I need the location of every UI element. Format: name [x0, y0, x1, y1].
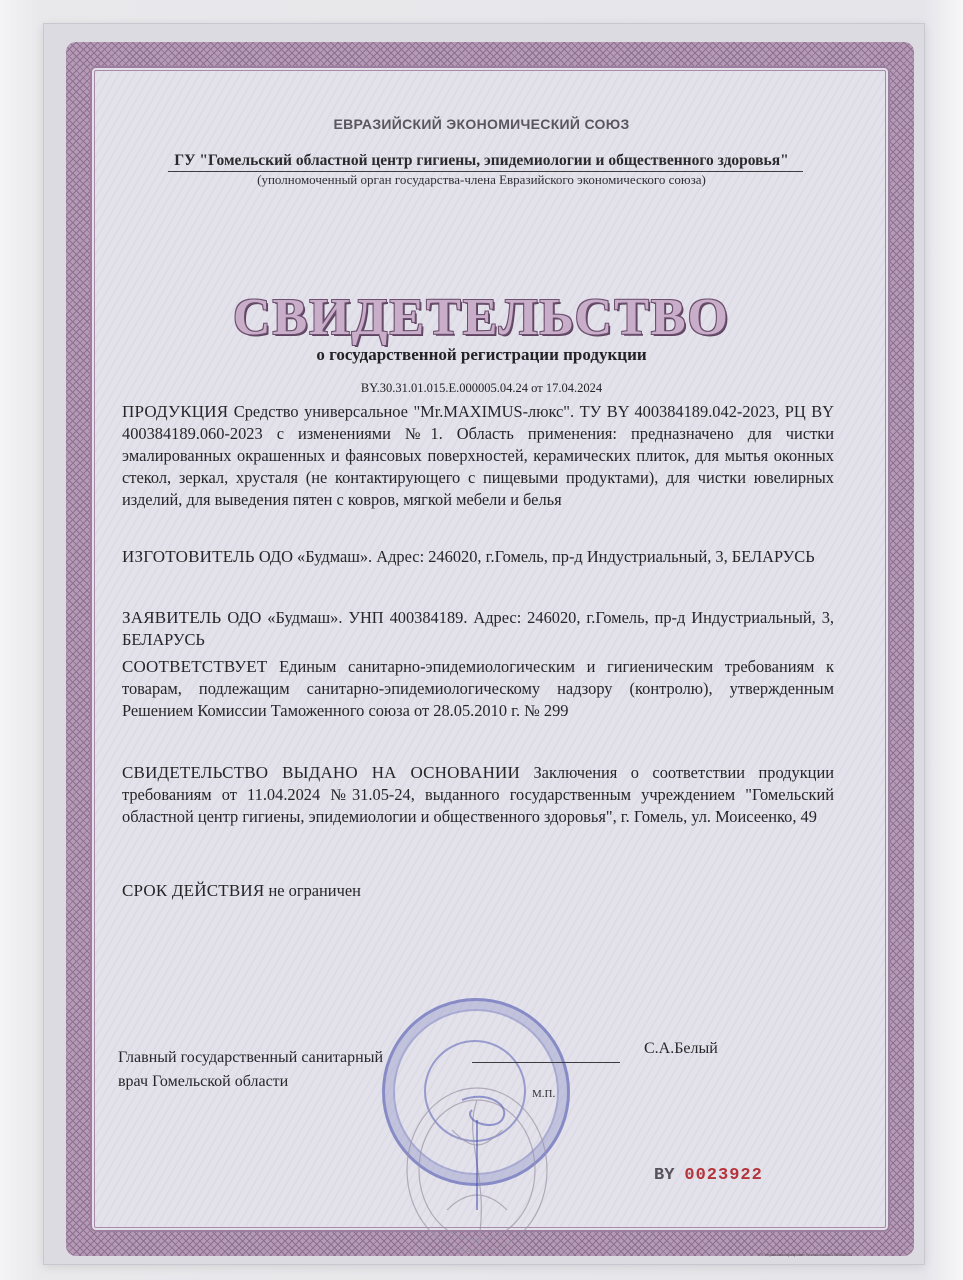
serial-digits: 0023922	[684, 1166, 763, 1185]
manufacturer-label: ИЗГОТОВИТЕЛЬ	[122, 547, 255, 566]
organization-name: ГУ "Гомельский областной центр гигиены, эпидемиологии и общественного здоровья"	[174, 152, 789, 169]
signatory-position	[118, 1046, 383, 1094]
printer-footnote: УП «Бумажная фабрика» Гознака. зак. 1794п-2021	[758, 1252, 853, 1257]
product-section	[122, 401, 834, 511]
validity-label: СРОК ДЕЙСТВИЯ	[122, 881, 265, 900]
product-label: ПРОДУКЦИЯ	[122, 402, 229, 421]
applicant-text: ОДО «Будмаш». УНП 400384189. Адрес: 246020, г.Гомель, пр-д Индустриальный, 3, БЕЛАРУСЬ	[122, 608, 834, 649]
compliance-label: СООТВЕТСТВУЕТ	[122, 657, 268, 676]
product-text: Средство универсальное "Mr.MAXIMUS-люкс". ТУ BY 400384189.042-2023, РЦ BY 400384189.060-2023 с изменениями №1. Область применения: предназначено для чистки эмалированных окрашенных и фаянсовых поверхностей, керамических плиток, для мытья оконных стекол, зеркал, хрусталя (не контактирующего с пищевыми продуктами), для чистки ювелирных изделий, для выведения пятен с ковров, мягкой мебели и белья	[122, 402, 834, 509]
authority-note: (уполномоченный орган государства-члена Евразийского экономического союза)	[257, 172, 706, 187]
serial-country: BY	[654, 1166, 675, 1185]
compliance-text: Единым санитарно-эпидемиологическим и гигиеническим требованиям к товарам, подлежащим санитарно-эпидемиологическому надзору (контролю), утвержденным Решением Комиссии Таможенного союза от 28.05.2010 г. № 299	[122, 657, 834, 720]
manufacturer-section	[122, 546, 834, 568]
applicant-section	[122, 607, 834, 651]
signatory-name: С.А.Белый	[644, 1040, 718, 1057]
signatory-position-line2: врач Гомельской области	[118, 1073, 289, 1090]
basis-label: СВИДЕТЕЛЬСТВО ВЫДАНО НА ОСНОВАНИИ	[122, 763, 521, 782]
serial-number	[654, 1166, 763, 1185]
basis-text: Заключения о соответствии продукции требованиям от 11.04.2024 №31.05-24, выданного государственным учреждением "Гомельский областной центр гигиены, эпидемиологии и общественного здоровья", г. Гомель, ул. Моисеенко, 49	[122, 763, 834, 826]
seal-place-label: М.П.	[532, 1088, 556, 1100]
basis-section	[122, 762, 834, 828]
manufacturer-text: ОДО «Будмаш». Адрес: 246020, г.Гомель, пр-д Индустриальный, 3, БЕЛАРУСЬ	[254, 547, 815, 566]
signatory-position-line1: Главный государственный санитарный	[118, 1049, 384, 1066]
compliance-section	[122, 656, 834, 722]
signature-line	[472, 1062, 620, 1063]
registration-number: BY.30.31.01.015.E.000005.04.24 от 17.04.2024	[360, 381, 603, 395]
certificate-subtitle: о государственной регистрации продукции	[316, 345, 647, 364]
validity-section	[122, 880, 834, 902]
certificate-title: СВИДЕТЕЛЬСТВО	[232, 289, 731, 346]
union-heading: ЕВРАЗИЙСКИЙ ЭКОНОМИЧЕСКИЙ СОЮЗ	[333, 116, 630, 132]
validity-text: не ограничен	[264, 881, 361, 900]
applicant-label: ЗАЯВИТЕЛЬ	[122, 608, 222, 627]
